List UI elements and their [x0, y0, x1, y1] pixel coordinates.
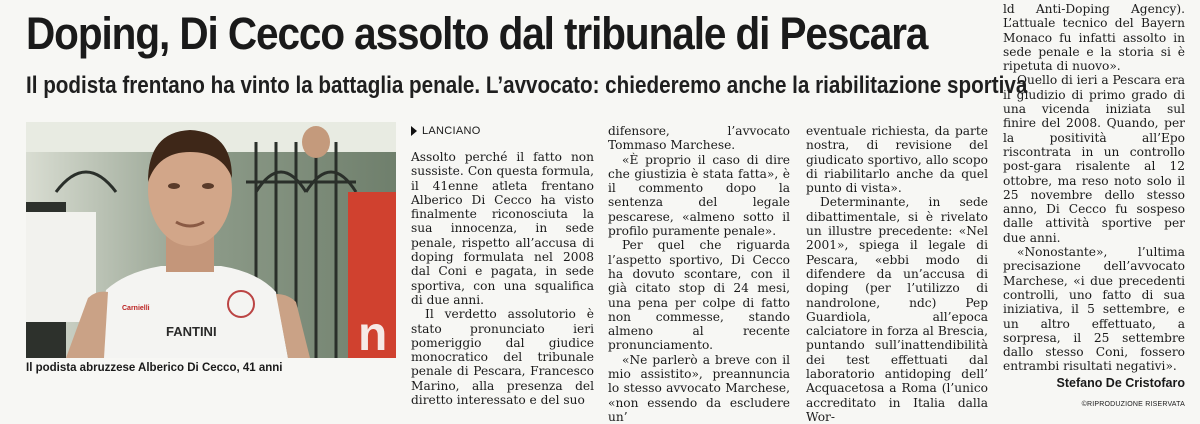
photo-caption: Il podista abruzzese Alberico Di Cecco, 41 anni	[26, 362, 283, 374]
triangle-icon	[411, 126, 417, 136]
column-1-paragraph-2: Il verdetto assolutorio è stato pronunciato ieri pomeriggio dal giudice monocratico del tribunale penale di Pescara, Francesco Marino, alla presenza del diretto interessato e del suo	[411, 307, 594, 408]
column-2-paragraph-3: Per quel che riguarda l’aspetto sportivo, Di Cecco ha dovuto scontare, con il già citato stop di 24 mesi, una pena per colpe di fatto non commesse, stando almeno al recente pronunciamento.	[608, 238, 790, 353]
runner-photo-illustration	[26, 122, 396, 358]
kicker-label: LANCIANO	[422, 125, 481, 137]
column-1-paragraph-1: Assolto perché il fatto non sussiste. Con questa formula, il 41enne atleta frentano Alberico Di Cecco ha visto finalmente riconosciuta la sua innocenza, in sede penale, rispetto all’accusa di doping formulata nel 2008 dal Coni e pagata, in sede sportiva, con una squalifica di due anni.	[411, 150, 594, 307]
kicker	[411, 124, 594, 138]
column-4-paragraph-2: Quello di ieri a Pescara era il giudizio di primo grado di una vicenda iniziata sul finire del 2008. Quando, per la positività all’Epo riscontrata in un controllo post-gara risalente al 12 ottobre, ma reso noto solo il 25 novembre dello stesso anno, Di Cecco fu sospeso dalle attività sportive per due anni.	[1003, 73, 1185, 245]
author-signature: Stefano De Cristofaro	[1056, 375, 1185, 390]
copyright-notice: ©RIPRODUZIONE RISERVATA	[1081, 401, 1185, 409]
column-2-paragraph-1: difensore, l’avvocato Tommaso Marchese.	[608, 124, 790, 153]
article-photo	[26, 122, 396, 358]
shirt-text: FANTINI	[166, 324, 217, 339]
article-column-4	[1003, 2, 1185, 412]
column-2-paragraph-2: «È proprio il caso di dire che giustizia è stata fatta», è il commento dopo la sentenza del legale pescarese, «almeno sotto il profilo puramente penale».	[608, 152, 790, 239]
column-2-paragraph-4: «Ne parlerò a breve con il mio assistito», preannuncia lo stesso avvocato Marchese, «non essendo da escludere un’	[608, 352, 790, 424]
column-3-paragraph-1: eventuale richiesta, da parte nostra, di revisione del giudicato sportivo, allo scopo di riabilitarlo anche da quel punto di vista».	[806, 124, 988, 196]
svg-text:n: n	[358, 308, 388, 358]
article-column-1	[411, 124, 594, 407]
shirt-sponsor: Carnielli	[122, 305, 150, 312]
column-3-paragraph-2: Determinante, in sede dibattimentale, si è rivelato un illustre precedente: «Nel 2001», spiega il legale di Pescara, «ebbi modo di difendere da un’accusa di doping (per l’utilizzo di nandrolone, ndc) Pep Guardiola, all’epoca calciatore in forza al Brescia, puntando sull’inattendibilità dei test effettuati dal laboratorio antidoping dell’ Acquacetosa a Roma (l’unico accreditato in Italia dalla Wor-	[806, 195, 988, 424]
column-4-paragraph-1: ld Anti-Doping Agency). L’attuale tecnico del Bayern Monaco fu infatti assolto in sede penale e la storia si è ripetuta di nuovo».	[1003, 2, 1185, 74]
column-4-paragraph-3: «Nonostante», l’ultima precisazione dell’avvocato Marchese, «i due precedenti controlli, uno fatto di sua iniziativa, il 5 settembre, e un altro effettuato, a sorpresa, il 25 settembre dallo stesso Coni, fossero entrambi risultati negativi».	[1003, 245, 1185, 374]
subtitle: Il podista frentano ha vinto la battaglia penale. L’avvocato: chiederemo anche la riabilitazione sportiva	[26, 72, 1028, 99]
article-column-2	[608, 124, 790, 424]
headline: Doping, Di Cecco assolto dal tribunale di Pescara	[26, 8, 928, 59]
article-column-3	[806, 124, 988, 424]
